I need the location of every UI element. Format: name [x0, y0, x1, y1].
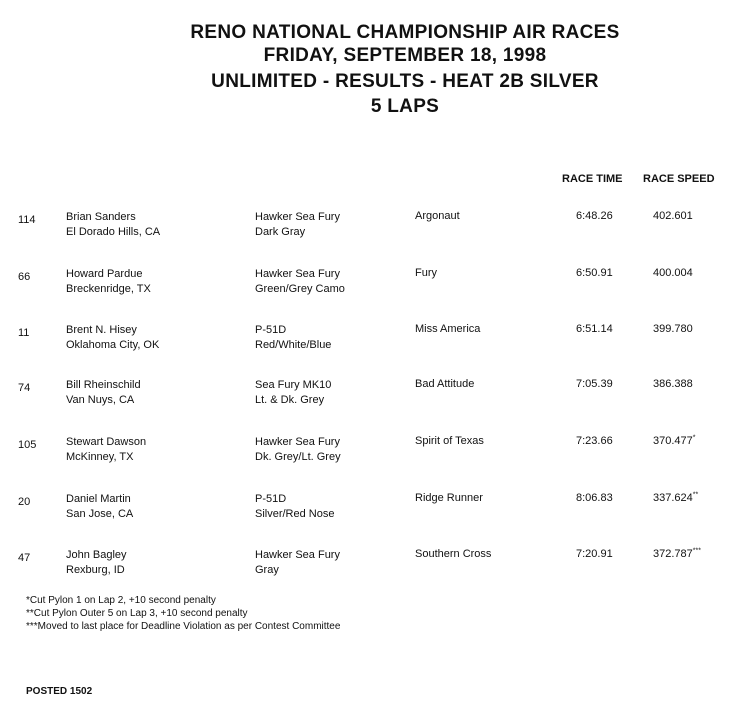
aircraft-info [255, 435, 341, 465]
result-row [0, 323, 750, 363]
penalty-mark: *** [692, 547, 701, 555]
aircraft-name: Miss America [415, 323, 481, 335]
aircraft-name: Ridge Runner [415, 492, 483, 504]
penalty-mark: * [692, 434, 696, 442]
footnotes [26, 594, 340, 633]
aircraft-name: Spirit of Texas [415, 435, 484, 447]
aircraft-name: Bad Attitude [415, 378, 475, 390]
race-speed [653, 323, 693, 335]
aircraft-name: Southern Cross [415, 548, 492, 560]
aircraft-type: P-51D [255, 324, 287, 336]
pilot-name: Howard Pardue [66, 268, 143, 280]
pilot-location: Oklahoma City, OK [66, 339, 160, 351]
aircraft-color: Green/Grey Camo [255, 283, 345, 295]
pilot-info [66, 492, 133, 522]
pilot-name: Bill Rheinschild [66, 379, 141, 391]
race-time-header: RACE TIME [562, 173, 623, 185]
pilot-location: San Jose, CA [66, 508, 134, 520]
race-time: 7:23.66 [576, 435, 613, 447]
aircraft-color: Gray [255, 564, 279, 576]
aircraft-info [255, 548, 340, 578]
speed-value: 402.601 [653, 210, 693, 222]
race-number: 66 [18, 271, 31, 283]
pilot-location: Rexburg, ID [66, 564, 125, 576]
pilot-info [66, 378, 141, 408]
pilot-info [66, 267, 151, 297]
result-row [0, 548, 750, 588]
pilot-location: Breckenridge, TX [66, 283, 151, 295]
aircraft-name: Argonaut [415, 210, 460, 222]
penalty-mark: ** [692, 491, 699, 499]
race-speed [653, 435, 696, 447]
race-number: 74 [18, 382, 31, 394]
aircraft-type: Hawker Sea Fury [255, 436, 340, 448]
pilot-name: John Bagley [66, 549, 127, 561]
aircraft-type: Sea Fury MK10 [255, 379, 332, 391]
aircraft-info [255, 492, 334, 522]
pilot-location: McKinney, TX [66, 451, 134, 463]
pilot-name: Brent N. Hisey [66, 324, 137, 336]
pilot-name: Daniel Martin [66, 493, 131, 505]
speed-value: 399.780 [653, 323, 693, 335]
result-row [0, 210, 750, 250]
heat-title: UNLIMITED - RESULTS - HEAT 2B SILVER [211, 71, 599, 92]
race-time: 8:06.83 [576, 492, 613, 504]
race-number: 105 [18, 439, 37, 451]
aircraft-info [255, 210, 340, 240]
footnote: **Cut Pylon Outer 5 on Lap 3, +10 second penalty [26, 608, 248, 619]
race-speed [653, 210, 693, 222]
aircraft-info [255, 267, 345, 297]
race-speed [653, 378, 693, 390]
race-time: 7:20.91 [576, 548, 613, 560]
pilot-info [66, 323, 159, 353]
aircraft-type: P-51D [255, 493, 287, 505]
aircraft-color: Lt. & Dk. Grey [255, 394, 325, 406]
result-row [0, 492, 750, 532]
pilot-name: Brian Sanders [66, 211, 136, 223]
race-speed [653, 492, 698, 504]
race-number: 20 [18, 496, 31, 508]
pilot-info [66, 210, 160, 240]
speed-value: 370.477 [653, 435, 693, 447]
speed-value: 400.004 [653, 267, 693, 279]
race-speed [653, 548, 701, 560]
event-title: RENO NATIONAL CHAMPIONSHIP AIR RACES [190, 22, 620, 43]
footnote: ***Moved to last place for Deadline Violation as per Contest Committee [26, 621, 341, 632]
race-number: 114 [18, 214, 36, 226]
pilot-location: Van Nuys, CA [66, 394, 135, 406]
pilot-info [66, 548, 127, 578]
aircraft-name: Fury [415, 267, 437, 279]
pilot-name: Stewart Dawson [66, 436, 147, 448]
footnote: *Cut Pylon 1 on Lap 2, +10 second penalty [26, 595, 216, 606]
aircraft-info [255, 378, 331, 408]
race-time: 7:05.39 [576, 378, 613, 390]
lap-count: 5 LAPS [370, 96, 440, 117]
speed-value: 386.388 [653, 378, 693, 390]
race-time: 6:50.91 [576, 267, 613, 279]
result-row [0, 267, 750, 307]
race-number: 11 [18, 327, 30, 339]
aircraft-type: Hawker Sea Fury [255, 268, 340, 280]
race-time: 6:48.26 [576, 210, 613, 222]
race-number: 47 [18, 552, 31, 564]
posted-time: POSTED 1502 [26, 686, 93, 697]
race-speed [653, 267, 693, 279]
aircraft-type: Hawker Sea Fury [255, 211, 340, 223]
aircraft-color: Dk. Grey/Lt. Grey [255, 451, 341, 463]
result-row [0, 435, 750, 475]
result-row [0, 378, 750, 418]
speed-value: 372.787 [653, 548, 693, 560]
aircraft-color: Red/White/Blue [255, 339, 332, 351]
aircraft-color: Dark Gray [255, 226, 306, 238]
race-time: 6:51.14 [576, 323, 613, 335]
aircraft-info [255, 323, 331, 353]
aircraft-color: Silver/Red Nose [255, 508, 335, 520]
pilot-location: El Dorado Hills, CA [66, 226, 161, 238]
race-speed-header: RACE SPEED [643, 173, 715, 185]
event-date: FRIDAY, SEPTEMBER 18, 1998 [263, 45, 547, 66]
speed-value: 337.624 [653, 492, 693, 504]
pilot-info [66, 435, 146, 465]
aircraft-type: Hawker Sea Fury [255, 549, 340, 561]
